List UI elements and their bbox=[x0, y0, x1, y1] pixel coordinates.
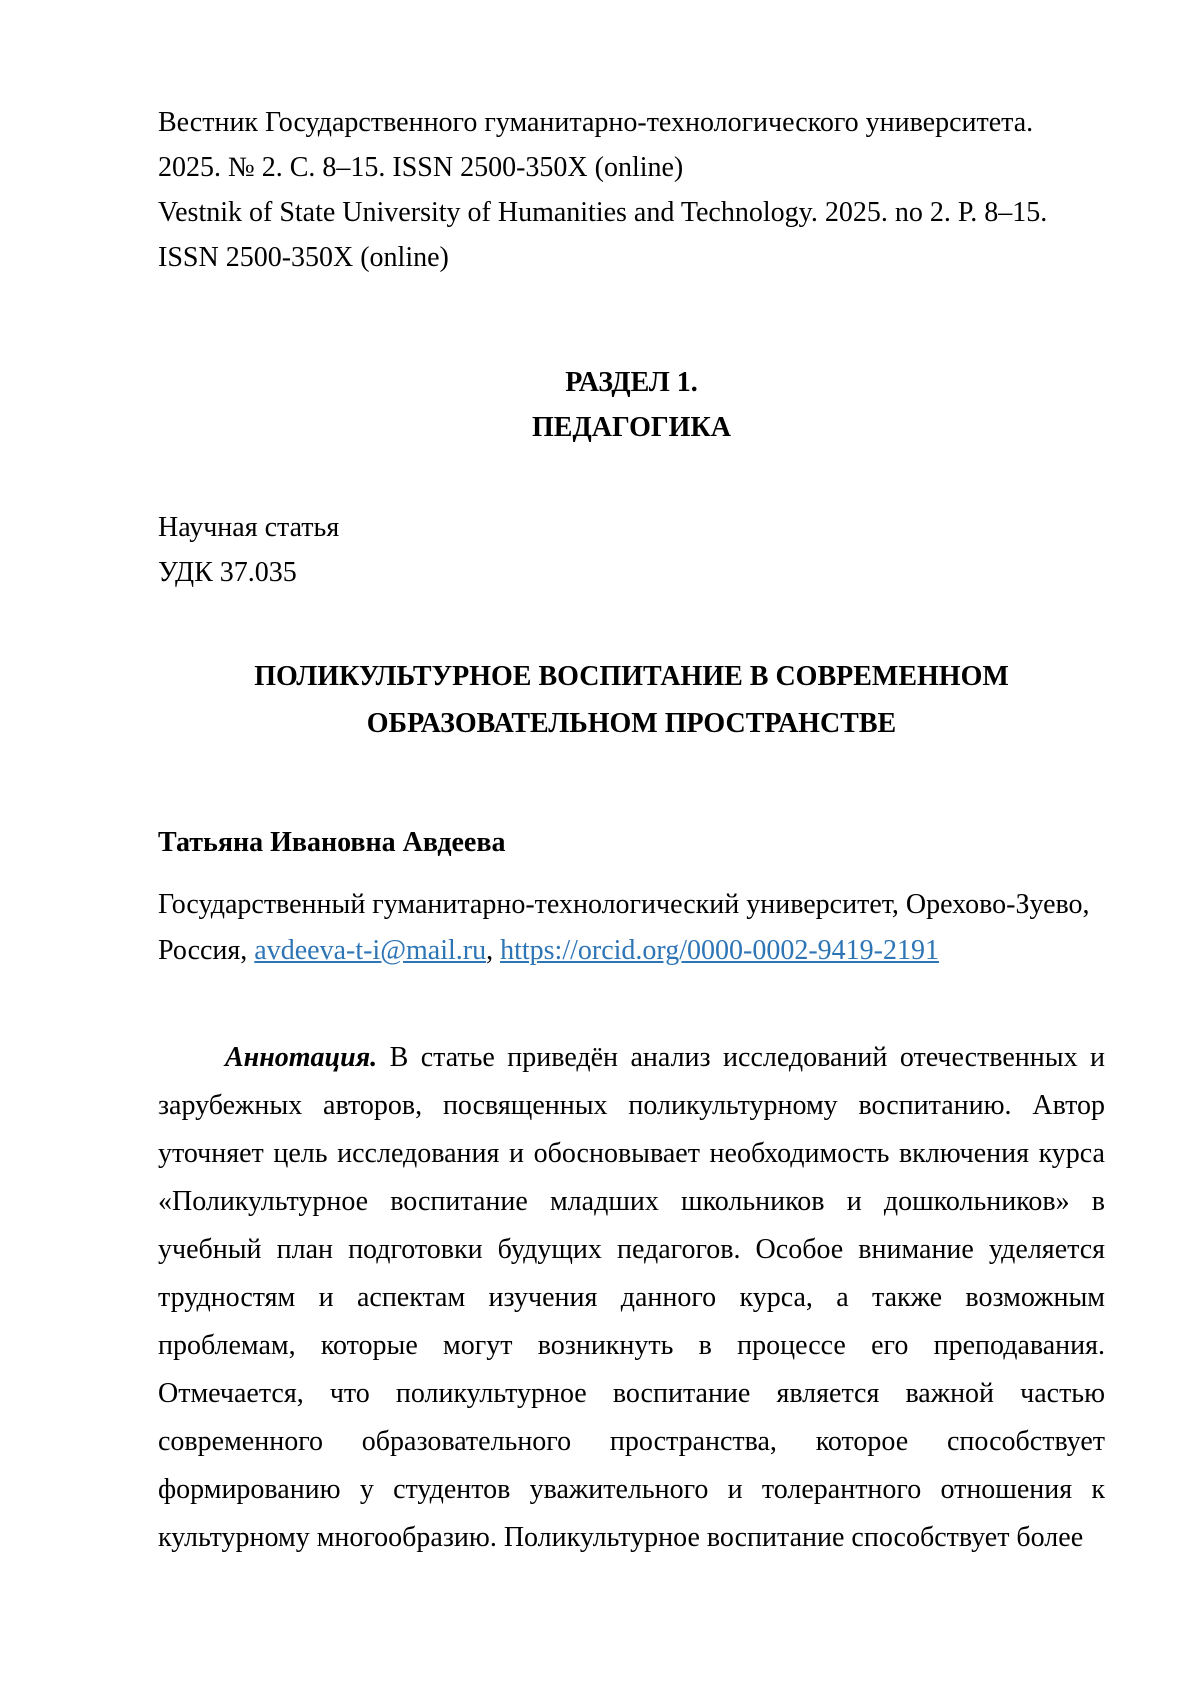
journal-header-line-ru-2: 2025. № 2. С. 8–15. ISSN 2500-350X (online) bbox=[158, 152, 684, 183]
section-number: РАЗДЕЛ 1. bbox=[565, 367, 698, 398]
section-name: ПЕДАГОГИКА bbox=[532, 412, 731, 443]
author-email-link[interactable]: avdeeva-t-i@mail.ru bbox=[254, 935, 487, 966]
journal-header-line-en-1: Vestnik of State University of Humanities and Technology. 2025. no 2. P. 8–15. bbox=[158, 197, 1048, 228]
section-heading bbox=[158, 360, 1105, 450]
abstract-label: Аннотация. bbox=[225, 1042, 378, 1073]
article-type: Научная статья bbox=[158, 512, 340, 543]
journal-header bbox=[158, 100, 1105, 280]
author-orcid-link[interactable]: https://orcid.org/0000-0002-9419-2191 bbox=[500, 935, 939, 966]
affiliation-text: Государственный гуманитарно-технологический университет, Орехово-Зуево, Россия, bbox=[158, 889, 1090, 966]
journal-header-line-ru-1: Вестник Государственного гуманитарно-технологического университета. bbox=[158, 107, 1034, 138]
abstract-text: В статье приведён анализ исследований отечественных и зарубежных авторов, посвященных поликультурному воспитанию. Автор уточняет цель исследования и обосновывает необходимость включения курса «Поликультурное воспитание младших школьников и дошкольников» в учебный план подготовки будущих педагогов. Особое внимание уделяется трудностям и аспектам изучения данного курса, а также возможным проблемам, которые могут возникнуть в процессе его преподавания. Отмечается, что поликультурное воспитание является важной частью современного образовательного пространства, которое способствует формированию у студентов уважительного и толерантного отношения к культурному многообразию. Поликультурное воспитание способствует более bbox=[158, 1042, 1106, 1553]
article-title: ПОЛИКУЛЬТУРНОЕ ВОСПИТАНИЕ В СОВРЕМЕННОМ ОБРАЗОВАТЕЛЬНОМ ПРОСТРАНСТВЕ bbox=[254, 661, 1009, 739]
affiliation-separator: , bbox=[486, 935, 501, 966]
abstract-paragraph bbox=[158, 1034, 1105, 1562]
journal-header-line-en-2: ISSN 2500-350X (online) bbox=[158, 242, 449, 273]
article-type-block bbox=[158, 505, 1105, 595]
author-name: Татьяна Ивановна Авдеева bbox=[158, 827, 506, 858]
udc-code: УДК 37.035 bbox=[158, 557, 297, 588]
affiliation bbox=[158, 882, 1105, 974]
